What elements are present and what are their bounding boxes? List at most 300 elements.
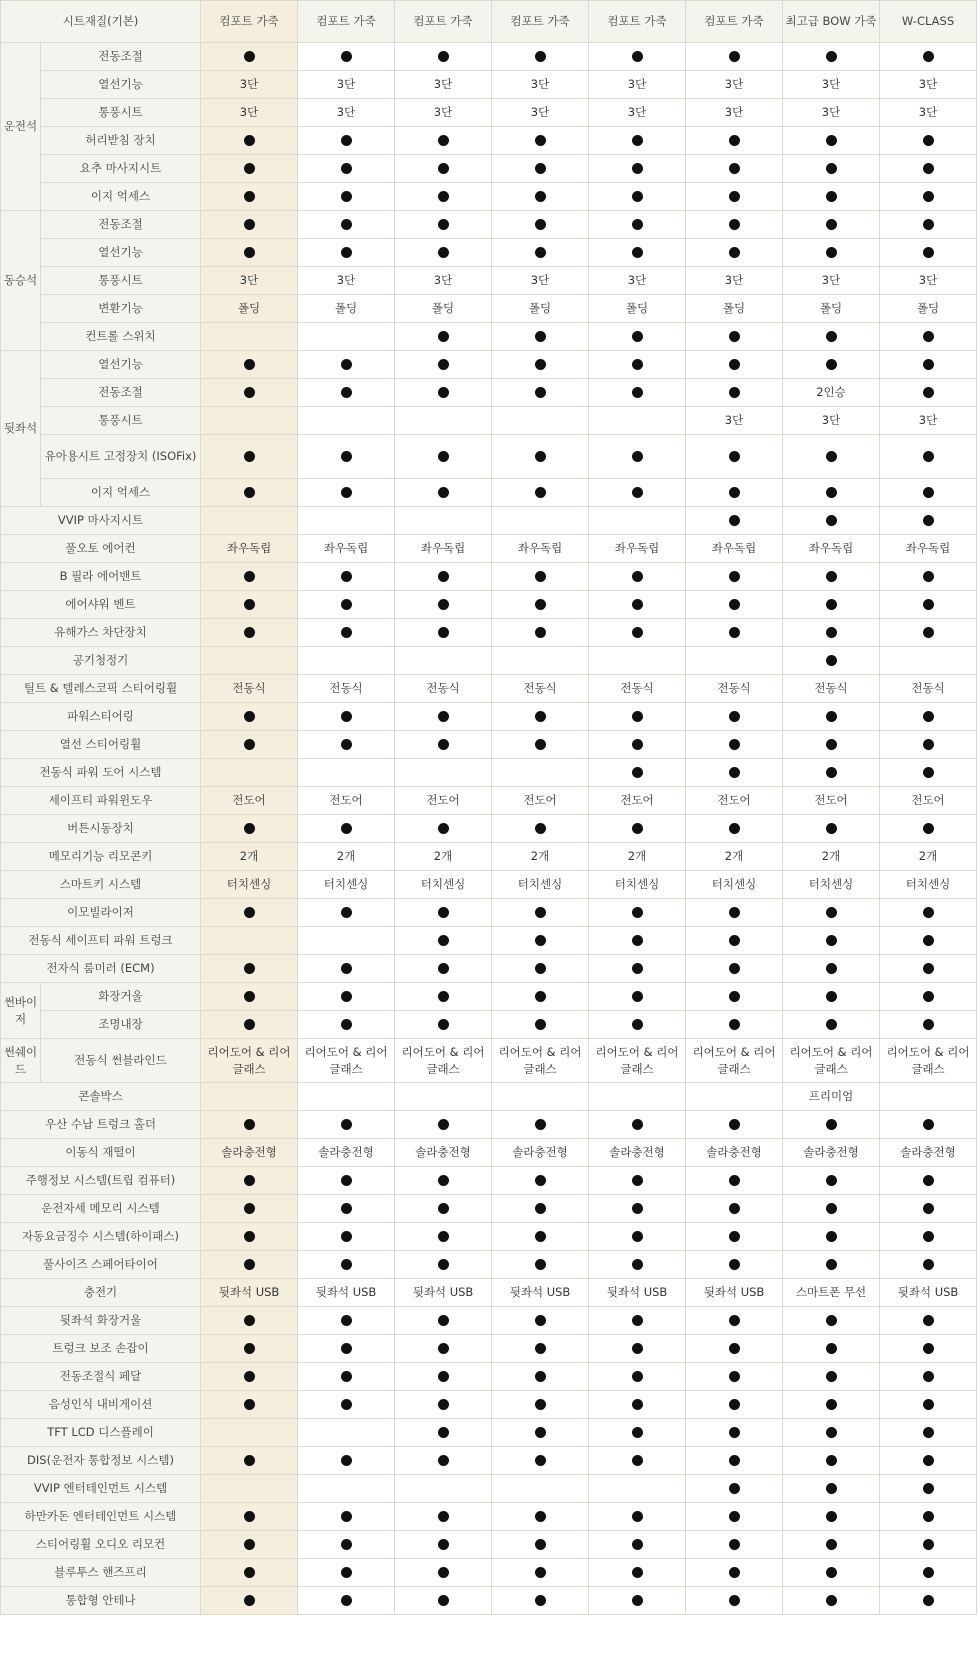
cell: 좌우독립 (589, 535, 686, 563)
bullet-icon (729, 191, 740, 202)
bullet-icon (341, 1019, 352, 1030)
cell (201, 323, 298, 351)
cell (783, 1195, 880, 1223)
bullet-icon (438, 487, 449, 498)
cell (686, 1531, 783, 1559)
cell: 전도어 (589, 787, 686, 815)
bullet-icon (923, 1343, 934, 1354)
cell (298, 1559, 395, 1587)
row-label: 열선기능 (41, 71, 201, 99)
bullet-icon (923, 739, 934, 750)
cell (201, 1559, 298, 1587)
cell (395, 899, 492, 927)
cell: 폴딩 (589, 295, 686, 323)
bullet-icon (632, 1539, 643, 1550)
cell: 2인승 (783, 379, 880, 407)
bullet-icon (535, 1175, 546, 1186)
bullet-icon (438, 1231, 449, 1242)
cell (492, 899, 589, 927)
bullet-icon (923, 219, 934, 230)
bullet-icon (826, 247, 837, 258)
cell (589, 1503, 686, 1531)
cell (492, 1559, 589, 1587)
header-col-8: W-CLASS (880, 1, 977, 43)
cell (880, 759, 977, 787)
bullet-icon (244, 1567, 255, 1578)
bullet-icon (729, 1511, 740, 1522)
cell (880, 927, 977, 955)
bullet-icon (244, 1259, 255, 1270)
table-row (1, 1447, 977, 1475)
cell (395, 407, 492, 435)
cell: 전동식 (880, 675, 977, 703)
bullet-icon (632, 1315, 643, 1326)
cell: 3단 (492, 267, 589, 295)
cell (395, 1083, 492, 1111)
cell (589, 899, 686, 927)
cell (492, 731, 589, 759)
cell (298, 1111, 395, 1139)
bullet-icon (632, 627, 643, 638)
row-label: 전자식 룸미러 (ECM) (1, 955, 201, 983)
cell (298, 323, 395, 351)
bullet-icon (341, 1343, 352, 1354)
bullet-icon (826, 823, 837, 834)
bullet-icon (438, 387, 449, 398)
cell: 전동식 (201, 675, 298, 703)
cell (492, 815, 589, 843)
bullet-icon (535, 1539, 546, 1550)
header-col-7: 최고급 BOW 가죽 (783, 1, 880, 43)
cell (395, 731, 492, 759)
cell (783, 323, 880, 351)
bullet-icon (923, 163, 934, 174)
bullet-icon (632, 191, 643, 202)
table-row (1, 435, 977, 479)
cell (783, 183, 880, 211)
cell (201, 1083, 298, 1111)
cell: 2개 (783, 843, 880, 871)
cell (589, 1391, 686, 1419)
bullet-icon (438, 1343, 449, 1354)
bullet-icon (244, 1455, 255, 1466)
cell (201, 1531, 298, 1559)
bullet-icon (729, 1427, 740, 1438)
cell (880, 211, 977, 239)
cell (298, 1391, 395, 1419)
cell (201, 127, 298, 155)
cell (492, 1503, 589, 1531)
cell (686, 351, 783, 379)
cell (783, 1335, 880, 1363)
cell (686, 955, 783, 983)
table-row (1, 295, 977, 323)
bullet-icon (244, 487, 255, 498)
bullet-icon (438, 359, 449, 370)
bullet-icon (341, 1259, 352, 1270)
cell (686, 1503, 783, 1531)
cell (395, 759, 492, 787)
row-label: 스티어링휠 오디오 리모컨 (1, 1531, 201, 1559)
bullet-icon (244, 627, 255, 638)
bullet-icon (632, 1371, 643, 1382)
row-label: 우산 수납 트렁크 홀더 (1, 1111, 201, 1139)
cell (880, 815, 977, 843)
cell (201, 647, 298, 675)
cell: 솔라충전형 (880, 1139, 977, 1167)
cell (201, 1223, 298, 1251)
cell (686, 183, 783, 211)
bullet-icon (826, 1175, 837, 1186)
bullet-icon (341, 907, 352, 918)
bullet-icon (826, 1119, 837, 1130)
cell (395, 1195, 492, 1223)
cell (880, 1587, 977, 1615)
bullet-icon (244, 1539, 255, 1550)
table-row (1, 1531, 977, 1559)
cell: 폴딩 (298, 295, 395, 323)
cell (298, 479, 395, 507)
cell (395, 927, 492, 955)
table-row (1, 1419, 977, 1447)
bullet-icon (826, 1455, 837, 1466)
cell (880, 239, 977, 267)
cell (395, 1335, 492, 1363)
bullet-icon (244, 219, 255, 230)
bullet-icon (729, 163, 740, 174)
table-row (1, 1279, 977, 1307)
cell (201, 731, 298, 759)
cell: 3단 (880, 71, 977, 99)
cell (686, 1167, 783, 1195)
cell (783, 591, 880, 619)
bullet-icon (438, 163, 449, 174)
cell (589, 1363, 686, 1391)
cell (201, 1335, 298, 1363)
cell: 3단 (880, 267, 977, 295)
cell (492, 1335, 589, 1363)
bullet-icon (535, 191, 546, 202)
bullet-icon (729, 1231, 740, 1242)
bullet-icon (923, 135, 934, 146)
bullet-icon (535, 963, 546, 974)
row-label: 이지 억세스 (41, 479, 201, 507)
cell (783, 1363, 880, 1391)
cell (492, 703, 589, 731)
bullet-icon (826, 935, 837, 946)
cell (492, 379, 589, 407)
bullet-icon (923, 487, 934, 498)
cell: 리어도어 & 리어글래스 (298, 1039, 395, 1083)
cell (783, 703, 880, 731)
table-row (1, 323, 977, 351)
bullet-icon (438, 907, 449, 918)
bullet-icon (826, 1315, 837, 1326)
table-row (1, 927, 977, 955)
bullet-icon (729, 1315, 740, 1326)
row-label: VVIP 엔터테인먼트 시스템 (1, 1475, 201, 1503)
table-row (1, 1111, 977, 1139)
cell (686, 1011, 783, 1039)
bullet-icon (923, 359, 934, 370)
bullet-icon (826, 515, 837, 526)
cell (492, 1307, 589, 1335)
row-label: 자동요금징수 시스템(하이패스) (1, 1223, 201, 1251)
cell: 뒷좌석 USB (201, 1279, 298, 1307)
cell (395, 1011, 492, 1039)
bullet-icon (341, 963, 352, 974)
bullet-icon (341, 191, 352, 202)
cell (395, 351, 492, 379)
cell: 프리미엄 (783, 1083, 880, 1111)
cell (589, 155, 686, 183)
cell (492, 155, 589, 183)
cell (589, 647, 686, 675)
table-row (1, 407, 977, 435)
row-label: 트렁크 보조 손잡이 (1, 1335, 201, 1363)
cell: 솔라충전형 (589, 1139, 686, 1167)
cell (298, 1587, 395, 1615)
cell (298, 43, 395, 71)
cell: 3단 (880, 407, 977, 435)
cell (686, 435, 783, 479)
header-row (1, 1, 977, 43)
bullet-icon (438, 1511, 449, 1522)
table-row (1, 703, 977, 731)
cell (395, 1587, 492, 1615)
row-label: 세이프티 파워윈도우 (1, 787, 201, 815)
bullet-icon (826, 135, 837, 146)
cell: 리어도어 & 리어글래스 (201, 1039, 298, 1083)
bullet-icon (923, 51, 934, 62)
cell (298, 815, 395, 843)
bullet-icon (826, 963, 837, 974)
cell (783, 1587, 880, 1615)
cell (492, 323, 589, 351)
cell (880, 1363, 977, 1391)
bullet-icon (826, 191, 837, 202)
cell (686, 1083, 783, 1111)
row-label: 전동조절 (41, 379, 201, 407)
cell (298, 351, 395, 379)
bullet-icon (632, 1595, 643, 1606)
cell (395, 183, 492, 211)
cell (201, 1195, 298, 1223)
row-label: 블루투스 핸즈프리 (1, 1559, 201, 1587)
row-label: 스마트키 시스템 (1, 871, 201, 899)
cell (298, 1475, 395, 1503)
cell (880, 731, 977, 759)
row-label: 전동식 썬블라인드 (41, 1039, 201, 1083)
cell (686, 759, 783, 787)
bullet-icon (341, 1539, 352, 1550)
bullet-icon (244, 451, 255, 462)
cell (395, 1167, 492, 1195)
cell: 폴딩 (783, 295, 880, 323)
header-col-5: 컴포트 가죽 (589, 1, 686, 43)
bullet-icon (535, 1119, 546, 1130)
row-label: 변환기능 (41, 295, 201, 323)
table-row (1, 1559, 977, 1587)
bullet-icon (535, 739, 546, 750)
table-row (1, 759, 977, 787)
cell (201, 407, 298, 435)
bullet-icon (632, 599, 643, 610)
header-col-6: 컴포트 가죽 (686, 1, 783, 43)
bullet-icon (826, 627, 837, 638)
bullet-icon (729, 627, 740, 638)
table-row (1, 211, 977, 239)
cell (201, 1503, 298, 1531)
bullet-icon (535, 1595, 546, 1606)
bullet-icon (438, 247, 449, 258)
cell (298, 1195, 395, 1223)
bullet-icon (729, 1019, 740, 1030)
bullet-icon (341, 163, 352, 174)
bullet-icon (244, 1371, 255, 1382)
cell (492, 927, 589, 955)
cell: 솔라충전형 (298, 1139, 395, 1167)
bullet-icon (632, 1259, 643, 1270)
cell: 뒷좌석 USB (298, 1279, 395, 1307)
bullet-icon (535, 711, 546, 722)
cell: 터치센싱 (298, 871, 395, 899)
bullet-icon (341, 1455, 352, 1466)
cell (783, 1559, 880, 1587)
row-label: 파워스티어링 (1, 703, 201, 731)
cell: 터치센싱 (686, 871, 783, 899)
bullet-icon (632, 935, 643, 946)
cell (492, 1475, 589, 1503)
bullet-icon (535, 935, 546, 946)
cell (298, 1419, 395, 1447)
bullet-icon (535, 1315, 546, 1326)
cell (783, 927, 880, 955)
row-label: 유해가스 차단장치 (1, 619, 201, 647)
bullet-icon (923, 823, 934, 834)
row-label: 충전기 (1, 1279, 201, 1307)
cell (589, 1251, 686, 1279)
table-row (1, 815, 977, 843)
cell (201, 815, 298, 843)
cell: 2개 (395, 843, 492, 871)
header-col-4: 컴포트 가죽 (492, 1, 589, 43)
cell (783, 351, 880, 379)
bullet-icon (341, 135, 352, 146)
bullet-icon (729, 247, 740, 258)
cell: 뒷좌석 USB (395, 1279, 492, 1307)
bullet-icon (244, 163, 255, 174)
cell (395, 1111, 492, 1139)
bullet-icon (826, 163, 837, 174)
bullet-icon (923, 1119, 934, 1130)
cell (589, 1195, 686, 1223)
cell: 좌우독립 (395, 535, 492, 563)
table-row (1, 379, 977, 407)
row-label: 요추 마사지시트 (41, 155, 201, 183)
table-row (1, 1391, 977, 1419)
cell: 3단 (589, 71, 686, 99)
bullet-icon (923, 1315, 934, 1326)
cell (395, 239, 492, 267)
cell: 뒷좌석 USB (880, 1279, 977, 1307)
cell (589, 703, 686, 731)
cell (201, 1251, 298, 1279)
cell (395, 479, 492, 507)
bullet-icon (826, 1567, 837, 1578)
bullet-icon (438, 1371, 449, 1382)
row-label: 풀사이즈 스페어타이어 (1, 1251, 201, 1279)
bullet-icon (535, 1511, 546, 1522)
bullet-icon (341, 1511, 352, 1522)
bullet-icon (535, 991, 546, 1002)
cell (880, 619, 977, 647)
cell (201, 435, 298, 479)
cell: 폴딩 (395, 295, 492, 323)
bullet-icon (341, 51, 352, 62)
cell: 2개 (880, 843, 977, 871)
bullet-icon (341, 487, 352, 498)
table-row (1, 1039, 977, 1083)
cell (880, 379, 977, 407)
cell (395, 1447, 492, 1475)
table-row (1, 155, 977, 183)
bullet-icon (438, 963, 449, 974)
row-label: 전동식 파워 도어 시스템 (1, 759, 201, 787)
bullet-icon (632, 963, 643, 974)
cell (880, 591, 977, 619)
table-row (1, 267, 977, 295)
cell (395, 703, 492, 731)
cell (298, 183, 395, 211)
cell (201, 1391, 298, 1419)
row-label: 음성인식 내비게이션 (1, 1391, 201, 1419)
table-row (1, 1335, 977, 1363)
cell: 솔라충전형 (686, 1139, 783, 1167)
cell: 리어도어 & 리어글래스 (492, 1039, 589, 1083)
bullet-icon (923, 1427, 934, 1438)
row-label: B 필라 에어밴트 (1, 563, 201, 591)
cell (298, 407, 395, 435)
bullet-icon (923, 767, 934, 778)
bullet-icon (632, 1231, 643, 1242)
table-row (1, 675, 977, 703)
bullet-icon (923, 451, 934, 462)
bullet-icon (632, 1511, 643, 1522)
cell (880, 507, 977, 535)
cell: 3단 (298, 99, 395, 127)
bullet-icon (341, 739, 352, 750)
cell (395, 1251, 492, 1279)
table-row (1, 1195, 977, 1223)
cell (686, 1587, 783, 1615)
cell: 터치센싱 (395, 871, 492, 899)
table-row (1, 1251, 977, 1279)
bullet-icon (341, 219, 352, 230)
bullet-icon (535, 219, 546, 230)
bullet-icon (244, 1315, 255, 1326)
bullet-icon (438, 1175, 449, 1186)
bullet-icon (341, 1231, 352, 1242)
bullet-icon (244, 599, 255, 610)
bullet-icon (341, 1315, 352, 1326)
bullet-icon (632, 135, 643, 146)
row-label: 전동식 세이프티 파워 트렁크 (1, 927, 201, 955)
cell (880, 127, 977, 155)
cell (492, 647, 589, 675)
cell (589, 1559, 686, 1587)
cell (589, 351, 686, 379)
